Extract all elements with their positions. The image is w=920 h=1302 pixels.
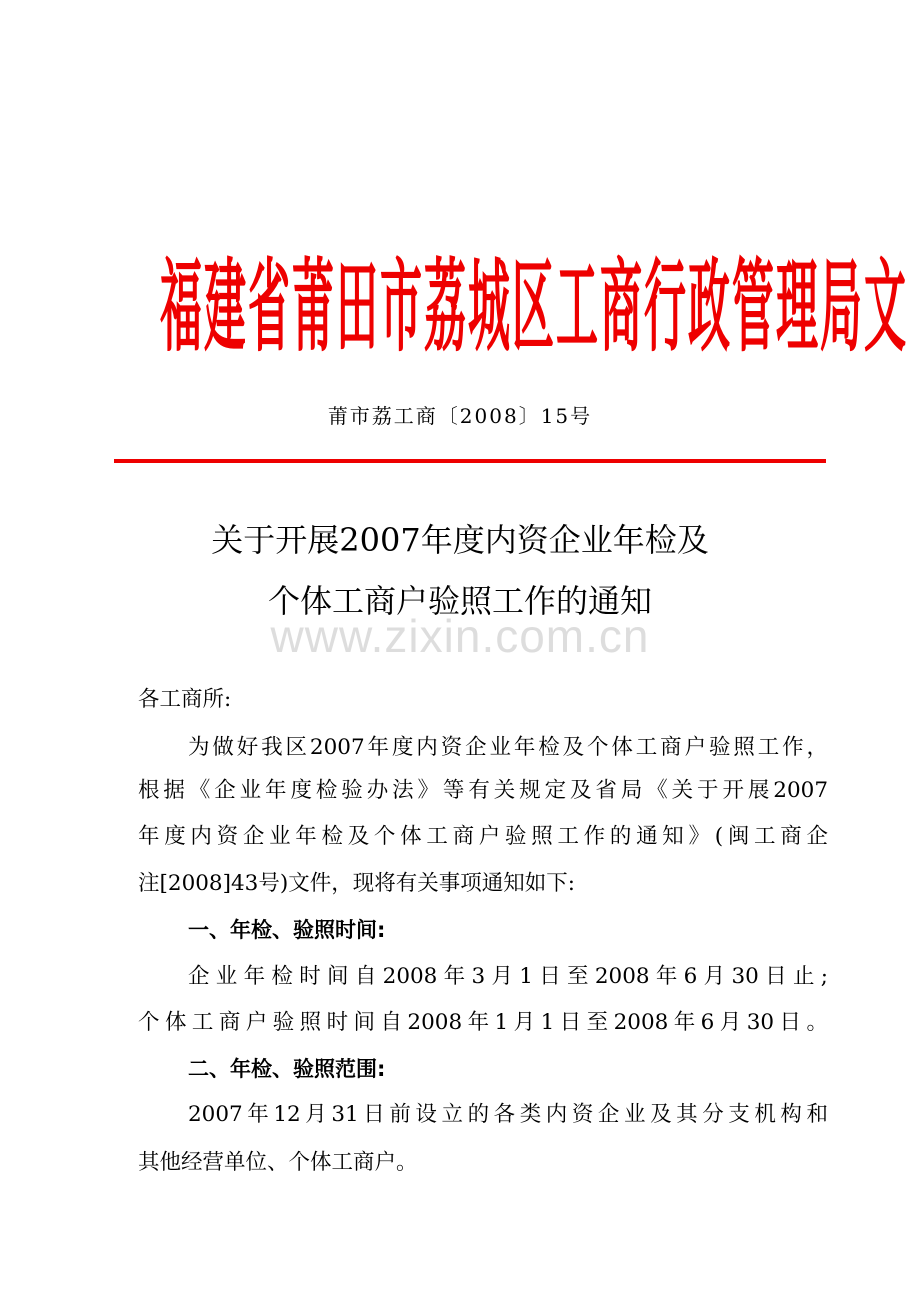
section1-line-1: 企业年检时间自2008年3月1日至2008年6月30日止; bbox=[188, 964, 828, 989]
watermark: www.zixin.com.cn bbox=[270, 610, 650, 662]
intro-line-2: 根据《企业年度检验办法》等有关规定及省局《关于开展2007 bbox=[138, 778, 828, 803]
section2-line-2: 其他经营单位、个体工商户。 bbox=[138, 1150, 418, 1175]
section2-heading: 二、年检、验照范围: bbox=[188, 1057, 386, 1081]
section1-heading: 一、年检、验照时间: bbox=[188, 918, 386, 942]
header-divider bbox=[114, 459, 826, 463]
intro-line-3: 年度内资企业年检及个体工商户验照工作的通知》(闽工商企 bbox=[138, 824, 828, 849]
document-number: 莆市荔工商〔2008〕15号 bbox=[327, 404, 593, 428]
section2-line-1: 2007年12月31日前设立的各类内资企业及其分支机构和 bbox=[188, 1102, 828, 1127]
notice-title-line2: 个体工商户验照工作的通知 bbox=[267, 582, 652, 620]
intro-line-4: 注[2008]43号)文件，现将有关事项通知如下: bbox=[138, 871, 575, 896]
intro-line-1: 为做好我区2007年度内资企业年检及个体工商户验照工作， bbox=[188, 735, 828, 760]
section1-line-2: 个体工商户验照时间自2008年1月1日至2008年6月30日。 bbox=[138, 1010, 828, 1035]
salutation: 各工商所: bbox=[138, 687, 232, 712]
issuer-title: 福建省莆田市荔城区工商行政管理局文 bbox=[160, 248, 909, 366]
notice-title-line1: 关于开展2007年度内资企业年检及 bbox=[211, 521, 709, 559]
